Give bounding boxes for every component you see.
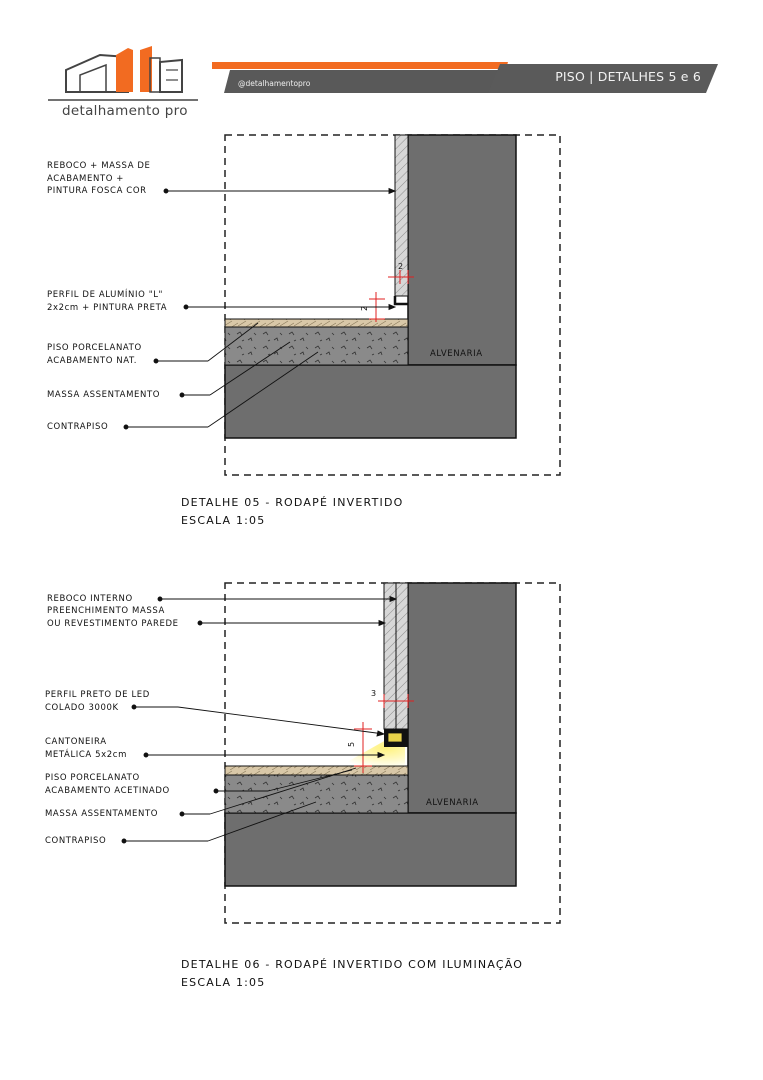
label-06-cantoneira: CANTONEIRA METÁLICA 5x2cm <box>45 737 127 760</box>
label-05-piso: PISO PORCELANATO ACABAMENTO NAT. <box>47 343 142 366</box>
detail-06-drawing <box>0 570 763 970</box>
piso-porcelanato <box>225 319 408 327</box>
label-06-piso: PISO PORCELANATO ACABAMENTO ACETINADO <box>45 773 170 796</box>
detail-06-title: DETALHE 06 - RODAPÉ INVERTIDO COM ILUMINAÇÃO <box>181 958 524 971</box>
label-06-perfil-led: PERFIL PRETO DE LED COLADO 3000K <box>45 690 150 713</box>
alvenaria-wall <box>408 135 516 365</box>
detail-05-title: DETALHE 05 - RODAPÉ INVERTIDO <box>181 496 404 509</box>
label-05-alvenaria: ALVENARIA <box>430 349 483 359</box>
social-handle: @detalhamentopro <box>238 79 311 88</box>
alvenaria-wall-06 <box>408 583 516 813</box>
dim-05-side: 2 <box>360 305 370 312</box>
led-strip <box>388 733 402 742</box>
dim-05-top: 2 <box>398 262 404 271</box>
reboco-interno <box>384 583 396 729</box>
piso-porcelanato-06 <box>225 766 408 775</box>
label-05-contrapiso: CONTRAPISO <box>47 422 109 432</box>
label-06-reboco-interno: REBOCO INTERNO <box>47 594 133 604</box>
dim-06-side: 5 <box>347 741 357 748</box>
massa-assentamento <box>225 327 408 365</box>
label-06-preenchimento: PREENCHIMENTO MASSA OU REVESTIMENTO PAREDE <box>47 606 179 629</box>
perfil-l <box>395 296 408 304</box>
reboco <box>395 135 408 296</box>
label-06-alvenaria: ALVENARIA <box>426 798 479 808</box>
label-05-perfil: PERFIL DE ALUMÍNIO "L" 2x2cm + PINTURA PRETA <box>47 290 168 313</box>
label-05-reboco: REBOCO + MASSA DE ACABAMENTO + PINTURA FOSCA COR <box>47 161 151 196</box>
detail-05-scale: ESCALA 1:05 <box>181 514 266 527</box>
orange-bar <box>212 62 508 69</box>
label-05-massa: MASSA ASSENTAMENTO <box>47 390 161 400</box>
logo-icon <box>48 46 198 100</box>
laje-06 <box>225 813 516 886</box>
detail-06-scale: ESCALA 1:05 <box>181 976 266 989</box>
brand-name: detalhamento pro <box>62 103 188 119</box>
page-title: PISO | DETALHES 5 e 6 <box>555 69 701 84</box>
dim-06-top: 3 <box>371 689 377 698</box>
label-06-massa: MASSA ASSENTAMENTO <box>45 809 159 819</box>
preenchimento-massa <box>396 583 408 729</box>
laje <box>225 365 516 438</box>
label-06-contrapiso: CONTRAPISO <box>45 836 107 846</box>
